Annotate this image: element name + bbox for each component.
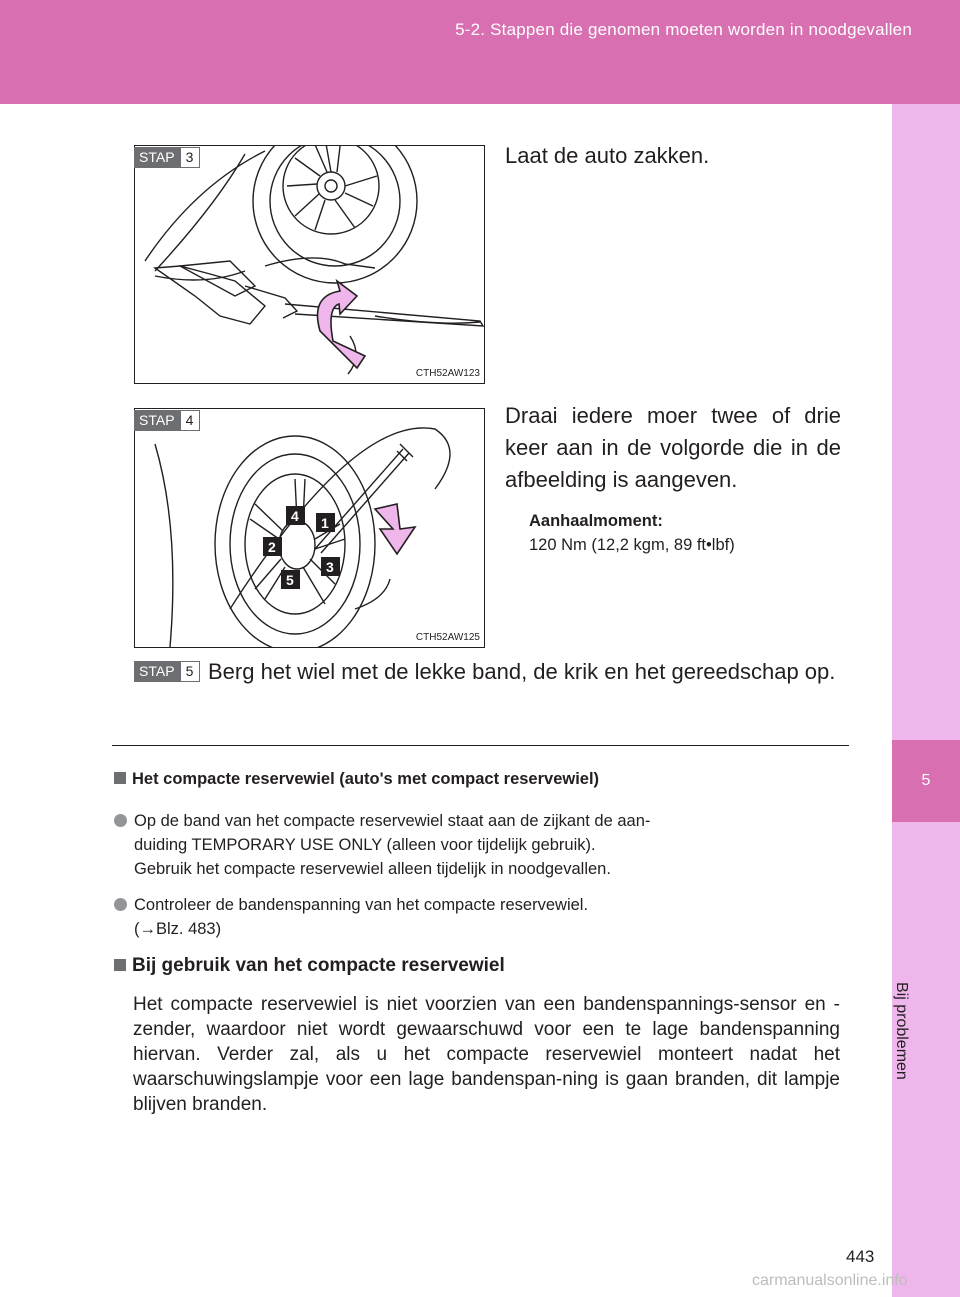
step-3-text: Laat de auto zakken. [505, 143, 710, 168]
page-header [0, 0, 960, 104]
figure-code: CTH52AW123 [415, 368, 480, 379]
section-divider [112, 745, 849, 746]
bullet-line: duiding TEMPORARY USE ONLY (alleen voor tijdelijk gebruik). [134, 836, 596, 854]
nut-badge-5-text: 5 [286, 572, 294, 588]
nut-badge-3-text: 3 [326, 559, 334, 575]
note-paragraph: Het compacte reservewiel is niet voorzien van een bandenspannings-sensor en -zender, waardoor niet wordt gewaarschuwd voor een te lage bandenspanning hiervan. Verder zal, als u het compacte reservewiel monteert nadat het waarschuwingslampje voor een lage bandenspan-ning is gaan branden, dit lampje blijven branden. [133, 994, 840, 1115]
circle-bullet-icon [114, 814, 127, 827]
stap-number: 3 [180, 147, 200, 168]
figure-code: CTH52AW125 [415, 632, 480, 643]
bullet-line: Controleer de bandenspanning van het compacte reservewiel. [134, 896, 589, 914]
step-4-text: Draai iedere moer twee of drie keer aan in de volgorde die in de afbeelding is aangeven. [505, 403, 841, 492]
square-bullet-icon [114, 772, 126, 784]
note-heading-compact-spare [114, 770, 599, 789]
watermark: carmanualsonline.info [752, 1272, 908, 1289]
stap-badge-3 [134, 147, 200, 168]
circle-bullet-icon [114, 898, 127, 911]
nut-badge-2-text: 2 [268, 539, 276, 555]
note-heading-using-spare [114, 955, 505, 977]
square-bullet-icon [114, 959, 126, 971]
step-5-text: Berg het wiel met de lekke band, de krik en het gereedschap op. [208, 659, 836, 684]
note-bullet [134, 893, 838, 941]
torque-value: 120 Nm (12,2 kgm, 89 ft•lbf) [529, 536, 735, 554]
section-title: 5-2. Stappen die genomen moeten worden in noodgevallen [455, 20, 912, 39]
note-bullet [134, 809, 838, 881]
figure-lower-car [134, 145, 485, 384]
bullet-line: (→Blz. 483) [134, 920, 222, 938]
stap-label: STAP [134, 147, 180, 168]
tighten-arrow-icon [375, 504, 415, 554]
torque-label: Aanhaalmoment: [529, 512, 663, 530]
nut-badge-4-text: 4 [291, 508, 299, 524]
chapter-label-text: Bij problemen [893, 982, 910, 1080]
stap-badge-5 [134, 661, 200, 682]
page-number: 443 [846, 1247, 875, 1266]
stap-number: 4 [180, 410, 200, 431]
figure-tighten-nuts [134, 408, 485, 648]
stap-number: 5 [180, 661, 200, 682]
stap-label: STAP [134, 661, 180, 682]
bullet-line: Gebruik het compacte reservewiel alleen tijdelijk in noodgevallen. [134, 860, 611, 878]
rotation-arrow-icon [318, 281, 366, 368]
jack-lowering-illustration [135, 146, 485, 384]
chapter-label [893, 982, 944, 1080]
stap-label: STAP [134, 410, 180, 431]
note-heading-text: Het compacte reservewiel (auto's met compact reservewiel) [132, 770, 600, 788]
chapter-side-tab [892, 104, 960, 1297]
note-heading-text: Bij gebruik van het compacte reservewiel [132, 955, 505, 976]
chapter-number: 5 [892, 740, 960, 822]
stap-badge-4 [134, 410, 200, 431]
bullet-line: Op de band van het compacte reservewiel staat aan de zijkant de aan- [134, 812, 651, 830]
wheel-nut-order-illustration [135, 409, 485, 648]
nut-badge-1-text: 1 [321, 515, 329, 531]
